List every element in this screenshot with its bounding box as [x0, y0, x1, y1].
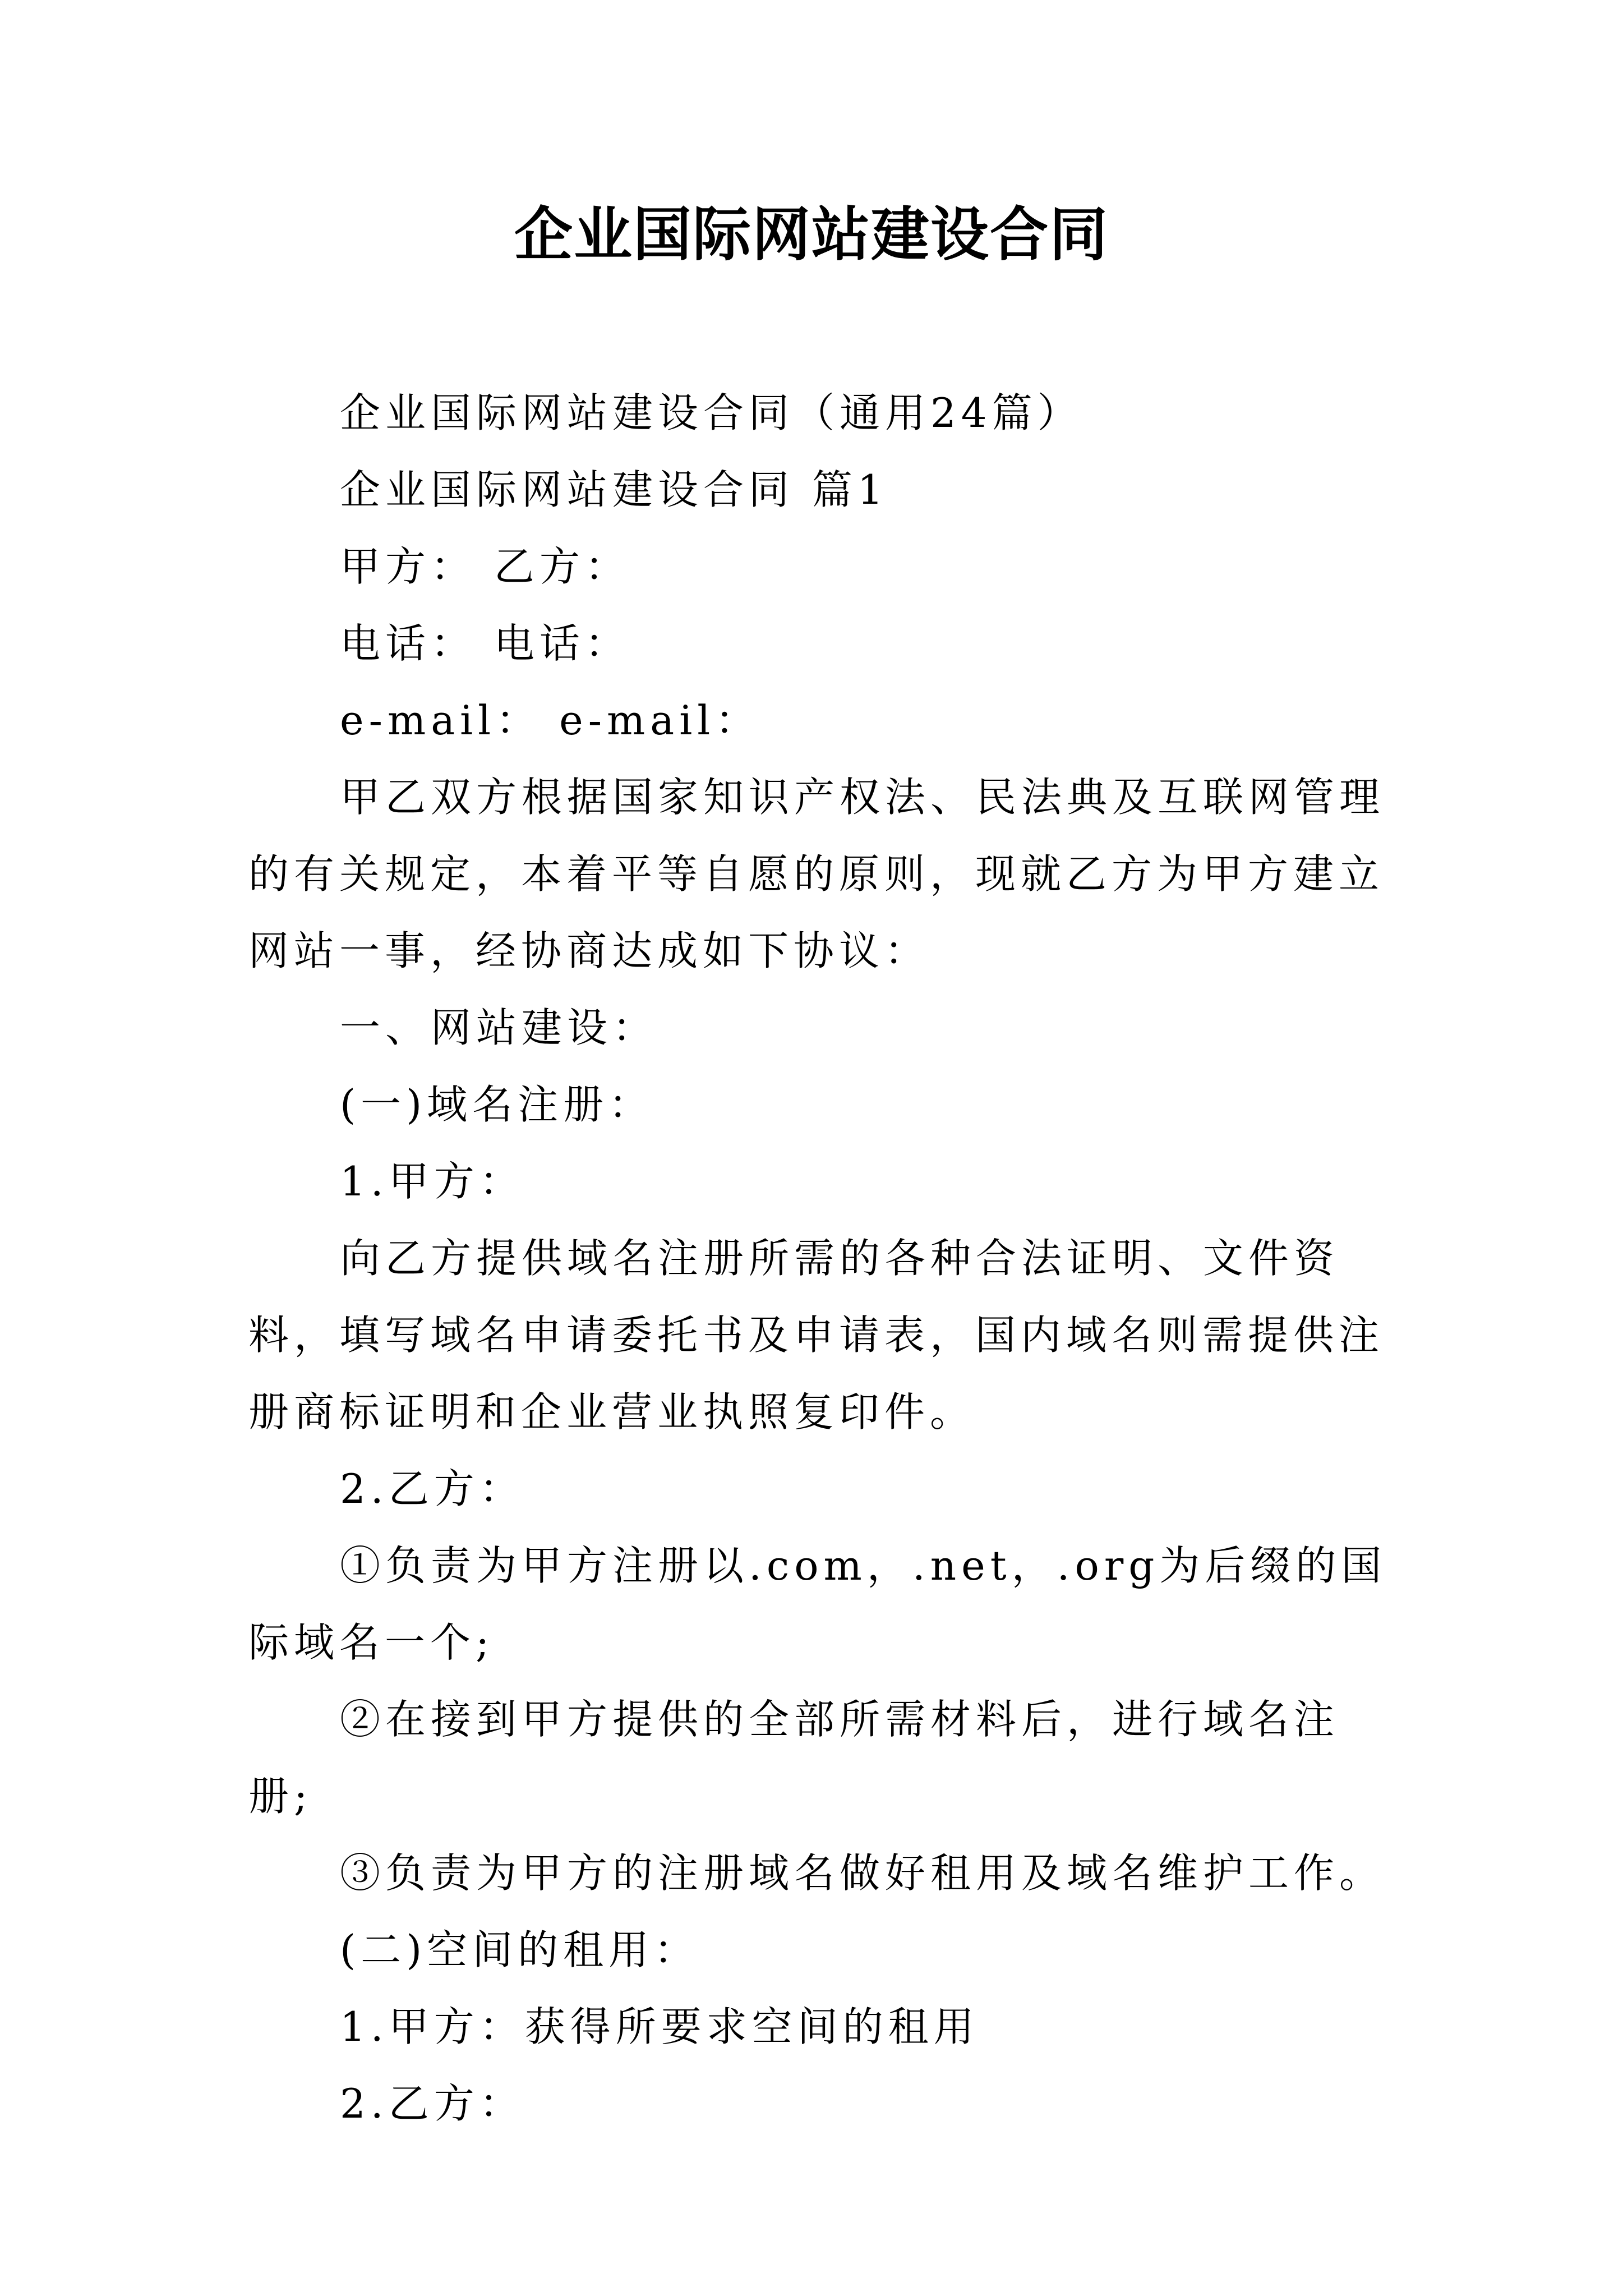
paragraph-space-party-b: 2.乙方： — [340, 2080, 525, 2127]
paragraph-parties: 甲方： 乙方： — [340, 543, 630, 590]
paragraph-item-2: ②在接到甲方提供的全部所需材料后，进行域名注册; — [248, 1696, 1340, 1820]
document-body — [248, 375, 1393, 2142]
paragraph-party-b: 2.乙方： — [340, 1465, 525, 1512]
paragraph-domain-registration: (一)域名注册： — [340, 1081, 654, 1128]
paragraph-chapter-heading: 企业国际网站建设合同 篇1 — [340, 466, 888, 513]
paragraph-item-3: ③负责为甲方的注册域名做好租用及域名维护工作。 — [340, 1849, 1385, 1897]
paragraph-section-1: 一、网站建设： — [340, 1004, 658, 1051]
paragraph-item-1: ①负责为甲方注册以.com，.net，.org为后缀的国际域名一个; — [248, 1542, 1387, 1666]
paragraph-space-rental: (二)空间的租用： — [340, 1926, 700, 1973]
paragraph-party-a-duties: 向乙方提供域名注册所需的各种合法证明、文件资料，填写域名申请委托书及申请表，国内域名则需提供注册商标证明和企业营业执照复印件。 — [248, 1235, 1385, 1435]
paragraph-subtitle: 企业国际网站建设合同（通用24篇） — [340, 389, 1083, 436]
paragraph-preamble: 甲乙双方根据国家知识产权法、民法典及互联网管理的有关规定，本着平等自愿的原则，现就乙方为甲方建立网站一事，经协商达成如下协议： — [248, 774, 1385, 974]
paragraph-phone: 电话： 电话： — [340, 620, 630, 667]
paragraph-party-a: 1.甲方： — [340, 1158, 525, 1205]
paragraph-space-party-a: 1.甲方：获得所要求空间的租用 — [340, 2003, 979, 2050]
paragraph-email: e-mail： e-mail： — [340, 697, 761, 744]
document-title: 企业国际网站建设合同 — [514, 200, 1109, 269]
